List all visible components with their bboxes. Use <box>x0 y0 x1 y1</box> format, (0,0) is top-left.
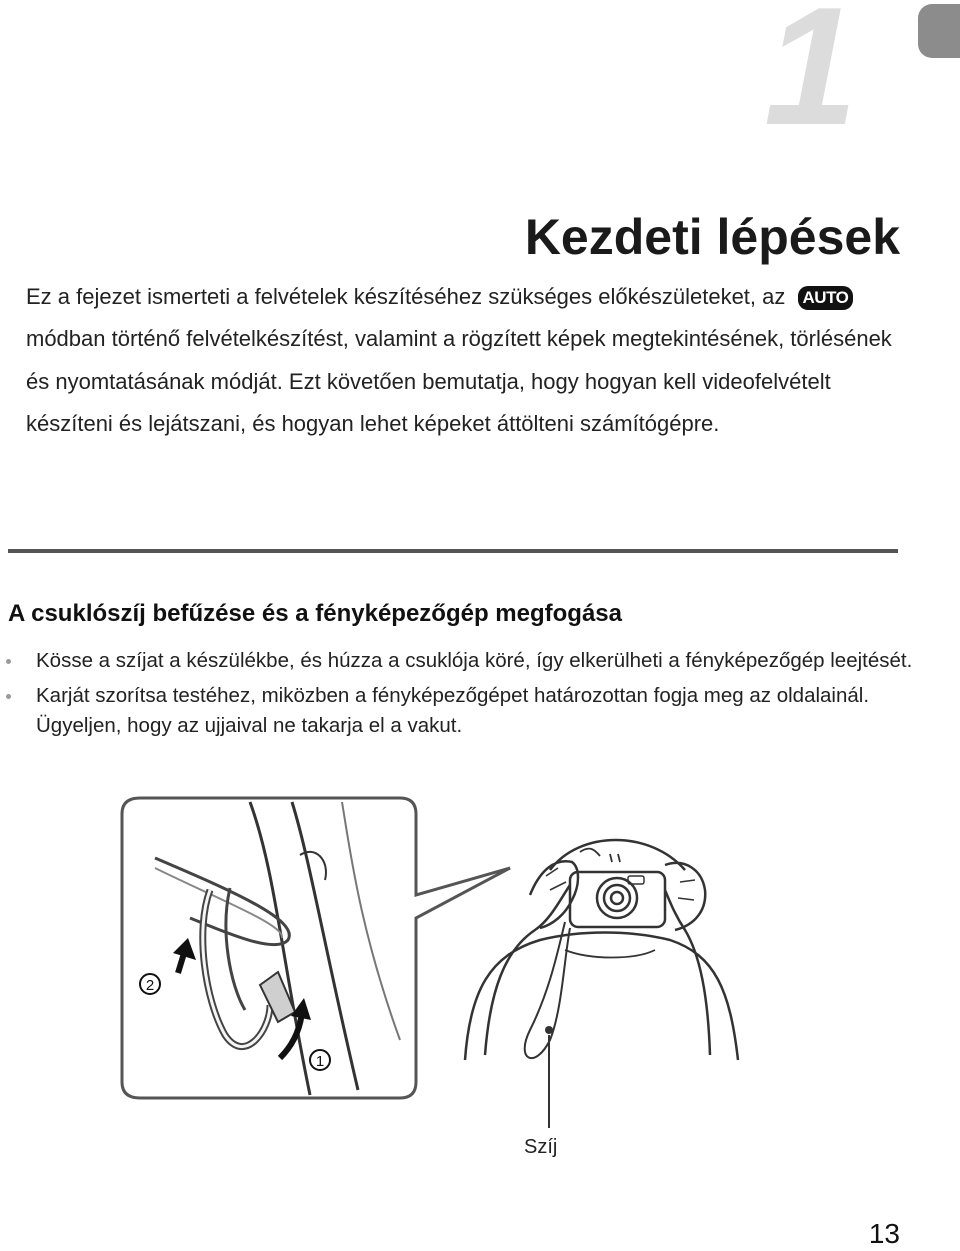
step-2-label: 2 <box>145 977 155 994</box>
list-item <box>36 681 916 741</box>
intro-text-start: Ez a fejezet ismerteti a felvételek készítéséhez szükséges előkészületeket, az <box>26 284 786 309</box>
intro-paragraph <box>26 276 906 446</box>
strap-pointer-dot <box>545 1026 553 1034</box>
section-divider <box>8 549 898 553</box>
chapter-number: 1 <box>764 0 854 160</box>
instruction-list <box>36 646 916 746</box>
auto-mode-icon: AUTO <box>798 286 854 310</box>
person-holding-camera <box>465 840 738 1060</box>
page-title: Kezdeti lépések <box>524 209 900 265</box>
list-item-text: Karját szorítsa testéhez, miközben a fényképezőgépet határozottan fogja meg az oldalainál. Ügyeljen, hogy az ujjaival ne takarja el a vakut. <box>36 684 870 737</box>
step-1-label: 1 <box>315 1053 325 1070</box>
strap-illustration <box>110 790 830 1150</box>
bullet-icon <box>6 659 11 664</box>
intro-text-end: módban történő felvételkészítést, valamint a rögzített képek megtekintésének, törlésének és nyomtatásának módját. Ezt követően bemutatja, hogy hogyan kell videofelvételt készíteni és lejátszani, és hogyan lehet képeket áttölteni számítógépre. <box>26 326 892 437</box>
strap-label: Szíj <box>524 1136 558 1158</box>
strap-attach-inset <box>122 798 510 1098</box>
list-item-text: Kösse a szíjat a készülékbe, és húzza a csuklója köré, így elkerülheti a fényképezőgép leejtését. <box>36 649 913 672</box>
chapter-tab <box>918 4 960 58</box>
page-number: 13 <box>868 1218 900 1249</box>
section-heading: A csuklószíj befűzése és a fényképezőgép megfogása <box>8 600 622 627</box>
bullet-icon <box>6 694 11 699</box>
list-item <box>36 646 916 676</box>
